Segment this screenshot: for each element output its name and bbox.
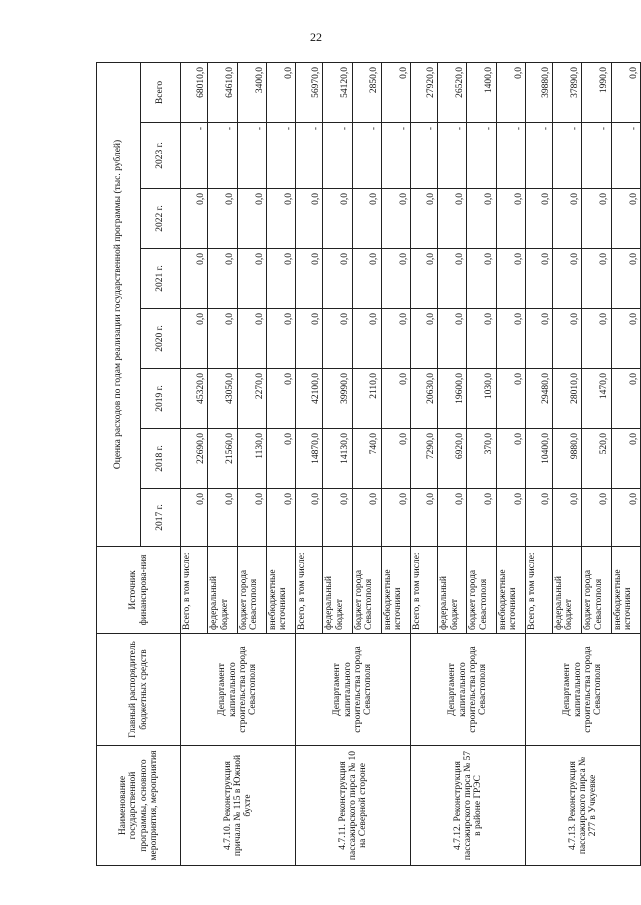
amount-cell: 740,0 <box>352 429 381 489</box>
amount-cell: 20630,0 <box>410 369 437 429</box>
amount-cell: 27920,0 <box>410 62 437 122</box>
amount-cell: - <box>582 123 611 189</box>
amount-cell: 28010,0 <box>553 369 582 429</box>
amount-cell: 0,0 <box>553 489 582 547</box>
funding-source: внебюджетные источники <box>611 547 640 634</box>
amount-cell: 0,0 <box>525 489 552 547</box>
amount-cell: 1990,0 <box>582 62 611 122</box>
header-estimate: Оценка расходов по годам реализации государственной программы (тыс. рублей) <box>97 62 141 546</box>
amount-cell: 0,0 <box>381 369 410 429</box>
budget-table-rotated <box>96 63 641 866</box>
amount-cell: 68010,0 <box>181 62 208 122</box>
table-row <box>181 62 208 865</box>
amount-cell: 0,0 <box>237 189 266 249</box>
funding-source: бюджет города Севастополя <box>467 547 496 634</box>
amount-cell: - <box>323 123 352 189</box>
amount-cell: 0,0 <box>181 309 208 369</box>
amount-cell: - <box>611 123 640 189</box>
amount-cell: - <box>237 123 266 189</box>
amount-cell: 2270,0 <box>237 369 266 429</box>
amount-cell: 0,0 <box>410 249 437 309</box>
amount-cell: 3400,0 <box>237 62 266 122</box>
amount-cell: 0,0 <box>553 249 582 309</box>
funding-source: Всего, в том числе: <box>181 547 208 634</box>
amount-cell: 0,0 <box>611 62 640 122</box>
amount-cell: 9880,0 <box>553 429 582 489</box>
amount-cell: 0,0 <box>438 309 467 369</box>
header-year: 2017 г. <box>141 489 181 547</box>
amount-cell: - <box>525 123 552 189</box>
amount-cell: 1470,0 <box>582 369 611 429</box>
amount-cell: 0,0 <box>438 489 467 547</box>
amount-cell: 26520,0 <box>438 62 467 122</box>
header-name: Наименование государственной программы, основного мероприятия, мероприятия <box>97 746 181 866</box>
amount-cell: 21560,0 <box>208 429 237 489</box>
amount-cell: 0,0 <box>323 249 352 309</box>
amount-cell: 0,0 <box>381 249 410 309</box>
amount-cell: 0,0 <box>237 249 266 309</box>
amount-cell: 0,0 <box>611 189 640 249</box>
amount-cell: 0,0 <box>181 189 208 249</box>
amount-cell: 7290,0 <box>410 429 437 489</box>
amount-cell: 64610,0 <box>208 62 237 122</box>
amount-cell: 370,0 <box>467 429 496 489</box>
amount-cell: 0,0 <box>410 309 437 369</box>
amount-cell: 0,0 <box>208 489 237 547</box>
amount-cell: 0,0 <box>553 309 582 369</box>
measure-name: 4.7.10. Реконструкция причала № 115 в Южной бухте <box>181 746 296 866</box>
amount-cell: 22690,0 <box>181 429 208 489</box>
amount-cell: 0,0 <box>295 309 322 369</box>
funding-source: федеральный бюджет <box>553 547 582 634</box>
amount-cell: 0,0 <box>582 489 611 547</box>
amount-cell: - <box>410 123 437 189</box>
amount-cell: 0,0 <box>381 309 410 369</box>
amount-cell: 0,0 <box>381 489 410 547</box>
amount-cell: - <box>181 123 208 189</box>
amount-cell: 1130,0 <box>237 429 266 489</box>
header-year: 2018 г. <box>141 429 181 489</box>
amount-cell: 0,0 <box>410 489 437 547</box>
amount-cell: 0,0 <box>496 249 525 309</box>
amount-cell: 10400,0 <box>525 429 552 489</box>
amount-cell: 0,0 <box>237 309 266 369</box>
funding-source: бюджет города Севастополя <box>237 547 266 634</box>
amount-cell: 0,0 <box>266 429 295 489</box>
amount-cell: 0,0 <box>381 189 410 249</box>
amount-cell: 14130,0 <box>323 429 352 489</box>
amount-cell: 0,0 <box>352 309 381 369</box>
amount-cell: 0,0 <box>266 489 295 547</box>
amount-cell: 6920,0 <box>438 429 467 489</box>
amount-cell: - <box>352 123 381 189</box>
amount-cell: 14870,0 <box>295 429 322 489</box>
amount-cell: 0,0 <box>295 489 322 547</box>
budget-table <box>96 62 641 866</box>
amount-cell: 520,0 <box>582 429 611 489</box>
measure-name: 4.7.11. Реконструкция пассажирского пирса № 10 на Северной стороне <box>295 746 410 866</box>
amount-cell: 0,0 <box>181 489 208 547</box>
measure-name: 4.7.12. Реконструкция пассажирского пирса № 57 в районе ГРЭС <box>410 746 525 866</box>
amount-cell: 0,0 <box>181 249 208 309</box>
funding-source: бюджет города Севастополя <box>352 547 381 634</box>
amount-cell: 39990,0 <box>323 369 352 429</box>
header-year: 2021 г. <box>141 249 181 309</box>
amount-cell: 0,0 <box>295 189 322 249</box>
amount-cell: 0,0 <box>352 189 381 249</box>
amount-cell: 0,0 <box>496 429 525 489</box>
amount-cell: 43050,0 <box>208 369 237 429</box>
amount-cell: 0,0 <box>266 189 295 249</box>
measure-name: 4.7.13. Реконструкция пассажирского пирса № 277 в Учкуевке <box>525 746 640 866</box>
amount-cell: 1400,0 <box>467 62 496 122</box>
amount-cell: 0,0 <box>352 249 381 309</box>
amount-cell: 0,0 <box>266 249 295 309</box>
amount-cell: 0,0 <box>553 189 582 249</box>
amount-cell: 37890,0 <box>553 62 582 122</box>
budget-administrator: Департамент капитального строительства города Севастополя <box>181 634 296 746</box>
header-year: Всего <box>141 62 181 122</box>
amount-cell: - <box>295 123 322 189</box>
table-row <box>295 62 322 865</box>
amount-cell: 19600,0 <box>438 369 467 429</box>
funding-source: федеральный бюджет <box>208 547 237 634</box>
amount-cell: 54120,0 <box>323 62 352 122</box>
amount-cell: 0,0 <box>323 189 352 249</box>
funding-source: бюджет города Севастополя <box>582 547 611 634</box>
amount-cell: 0,0 <box>525 189 552 249</box>
budget-administrator: Департамент капитального строительства города Севастополя <box>295 634 410 746</box>
amount-cell: 0,0 <box>496 309 525 369</box>
amount-cell: - <box>438 123 467 189</box>
budget-administrator: Департамент капитального строительства города Севастополя <box>410 634 525 746</box>
amount-cell: - <box>208 123 237 189</box>
funding-source: Всего, в том числе: <box>295 547 322 634</box>
amount-cell: 39880,0 <box>525 62 552 122</box>
header-admin: Главный распорядитель бюджетных средств <box>97 634 181 746</box>
amount-cell: 0,0 <box>295 249 322 309</box>
funding-source: внебюджетные источники <box>496 547 525 634</box>
amount-cell: 0,0 <box>208 189 237 249</box>
header-year: 2022 г. <box>141 189 181 249</box>
amount-cell: 0,0 <box>323 309 352 369</box>
table-row <box>410 62 437 865</box>
amount-cell: 0,0 <box>410 189 437 249</box>
funding-source: федеральный бюджет <box>438 547 467 634</box>
amount-cell: 0,0 <box>496 62 525 122</box>
amount-cell: 56970,0 <box>295 62 322 122</box>
funding-source: федеральный бюджет <box>323 547 352 634</box>
amount-cell: - <box>467 123 496 189</box>
amount-cell: 0,0 <box>381 62 410 122</box>
amount-cell: 0,0 <box>266 309 295 369</box>
funding-source: Всего, в том числе: <box>410 547 437 634</box>
amount-cell: - <box>381 123 410 189</box>
amount-cell: 0,0 <box>525 249 552 309</box>
funding-source: Всего, в том числе: <box>525 547 552 634</box>
amount-cell: 0,0 <box>582 309 611 369</box>
amount-cell: 42100,0 <box>295 369 322 429</box>
amount-cell: 0,0 <box>208 249 237 309</box>
budget-administrator: Департамент капитального строительства города Севастополя <box>525 634 640 746</box>
amount-cell: 1030,0 <box>467 369 496 429</box>
amount-cell: - <box>496 123 525 189</box>
amount-cell: 0,0 <box>352 489 381 547</box>
amount-cell: 0,0 <box>582 189 611 249</box>
amount-cell: 0,0 <box>323 489 352 547</box>
amount-cell: 0,0 <box>496 369 525 429</box>
amount-cell: 0,0 <box>611 249 640 309</box>
funding-source: внебюджетные источники <box>266 547 295 634</box>
header-year: 2023 г. <box>141 123 181 189</box>
amount-cell: 0,0 <box>496 489 525 547</box>
amount-cell: 0,0 <box>237 489 266 547</box>
amount-cell: 0,0 <box>611 309 640 369</box>
amount-cell: 0,0 <box>525 309 552 369</box>
amount-cell: 0,0 <box>381 429 410 489</box>
amount-cell: 0,0 <box>438 249 467 309</box>
amount-cell: 0,0 <box>582 249 611 309</box>
amount-cell: - <box>266 123 295 189</box>
header-year: 2019 г. <box>141 369 181 429</box>
amount-cell: - <box>553 123 582 189</box>
funding-source: внебюджетные источники <box>381 547 410 634</box>
amount-cell: 0,0 <box>467 489 496 547</box>
amount-cell: 2850,0 <box>352 62 381 122</box>
table-row <box>525 62 552 865</box>
page-number: 22 <box>310 30 322 44</box>
amount-cell: 0,0 <box>611 489 640 547</box>
amount-cell: 0,0 <box>611 369 640 429</box>
amount-cell: 0,0 <box>467 249 496 309</box>
amount-cell: 0,0 <box>266 62 295 122</box>
header-source: Источник финансирова-ния <box>97 547 181 634</box>
amount-cell: 0,0 <box>208 309 237 369</box>
header-year: 2020 г. <box>141 309 181 369</box>
amount-cell: 29480,0 <box>525 369 552 429</box>
amount-cell: 0,0 <box>438 189 467 249</box>
amount-cell: 0,0 <box>467 189 496 249</box>
amount-cell: 0,0 <box>611 429 640 489</box>
amount-cell: 45320,0 <box>181 369 208 429</box>
amount-cell: 0,0 <box>467 309 496 369</box>
amount-cell: 0,0 <box>266 369 295 429</box>
amount-cell: 0,0 <box>496 189 525 249</box>
amount-cell: 2110,0 <box>352 369 381 429</box>
